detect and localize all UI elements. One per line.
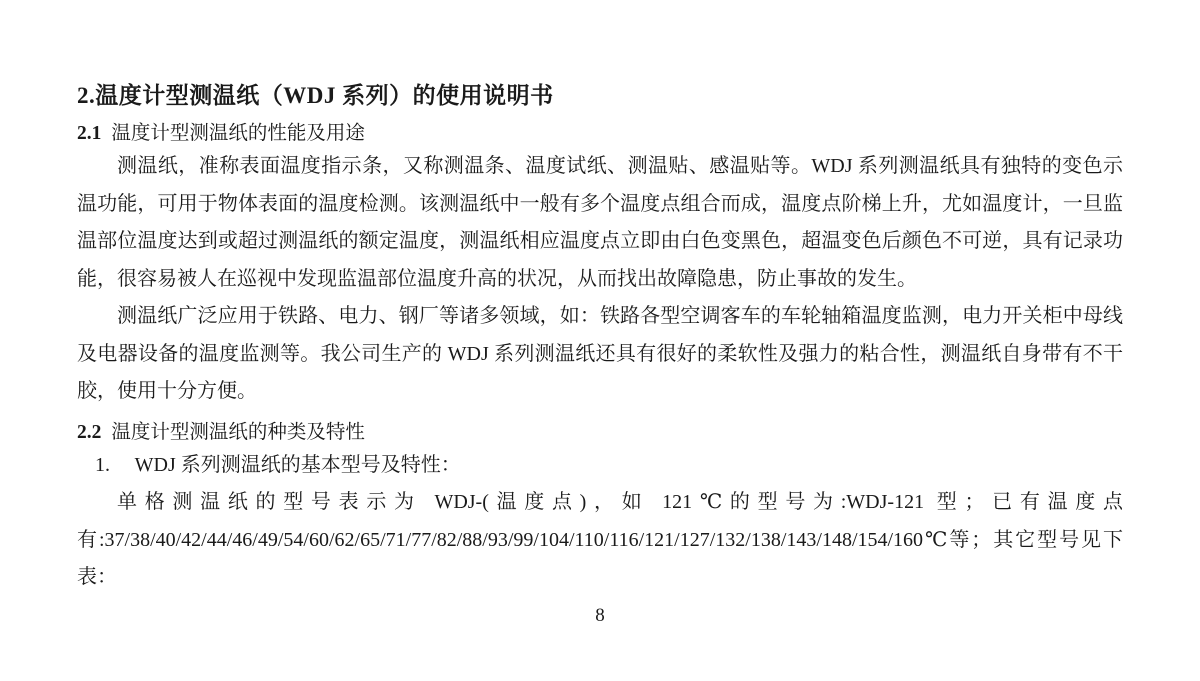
section-heading-text: 温度计型测温纸的性能及用途	[111, 123, 365, 144]
section-heading-2-1	[77, 120, 1123, 148]
paragraph-performance-2: 测温纸广泛应用于铁路、电力、钢厂等诸多领域，如：铁路各型空调客车的车轮轴箱温度监测，电力开关柜中母线及电器设备的温度监测等。我公司生产的 WDJ 系列测温纸还具有很好的柔软性及强力的粘合性，测温纸自身带有不干胶，使用十分方便。	[77, 305, 1123, 402]
document-title: 2.温度计型测温纸（WDJ 系列）的使用说明书	[77, 83, 554, 108]
paragraph-performance-1: 测温纸，准称表面温度指示条，又称测温条、温度试纸、测温贴、感温贴等。WDJ 系列测温纸具有独特的变色示温功能，可用于物体表面的温度检测。该测温纸中一般有多个温度点组合而成，温度点阶梯上升，尤如温度计，一旦监温部位温度达到或超过测温纸的额定温度，测温纸相应温度点立即由白色变黑色，超温变色后颜色不可逆，具有记录功能，很容易被人在巡视中发现监温部位温度升高的状况，从而找出故障隐患，防止事故的发生。	[77, 155, 1123, 290]
numbered-list-item: 1. WDJ 系列测温纸的基本型号及特性：	[95, 453, 461, 476]
page-number: 8	[595, 605, 605, 626]
section-heading-2-2	[77, 419, 1123, 447]
paragraph-model-numbers: 单格测温纸的型号表示为 WDJ-(温度点)，如 121℃的型号为:WDJ-121 型；已有温度点有:37/38/40/42/44/46/49/54/60/62/65/71/77/82/88/93/99/104/110/116/121/127/132/138/143/148/154/160℃等；其它型号见下表：	[77, 491, 1123, 588]
document-page	[77, 80, 1123, 597]
section-number: 2.2	[77, 421, 102, 443]
section-heading-text: 温度计型测温纸的种类及特性	[111, 421, 365, 443]
section-number: 2.1	[77, 123, 102, 144]
